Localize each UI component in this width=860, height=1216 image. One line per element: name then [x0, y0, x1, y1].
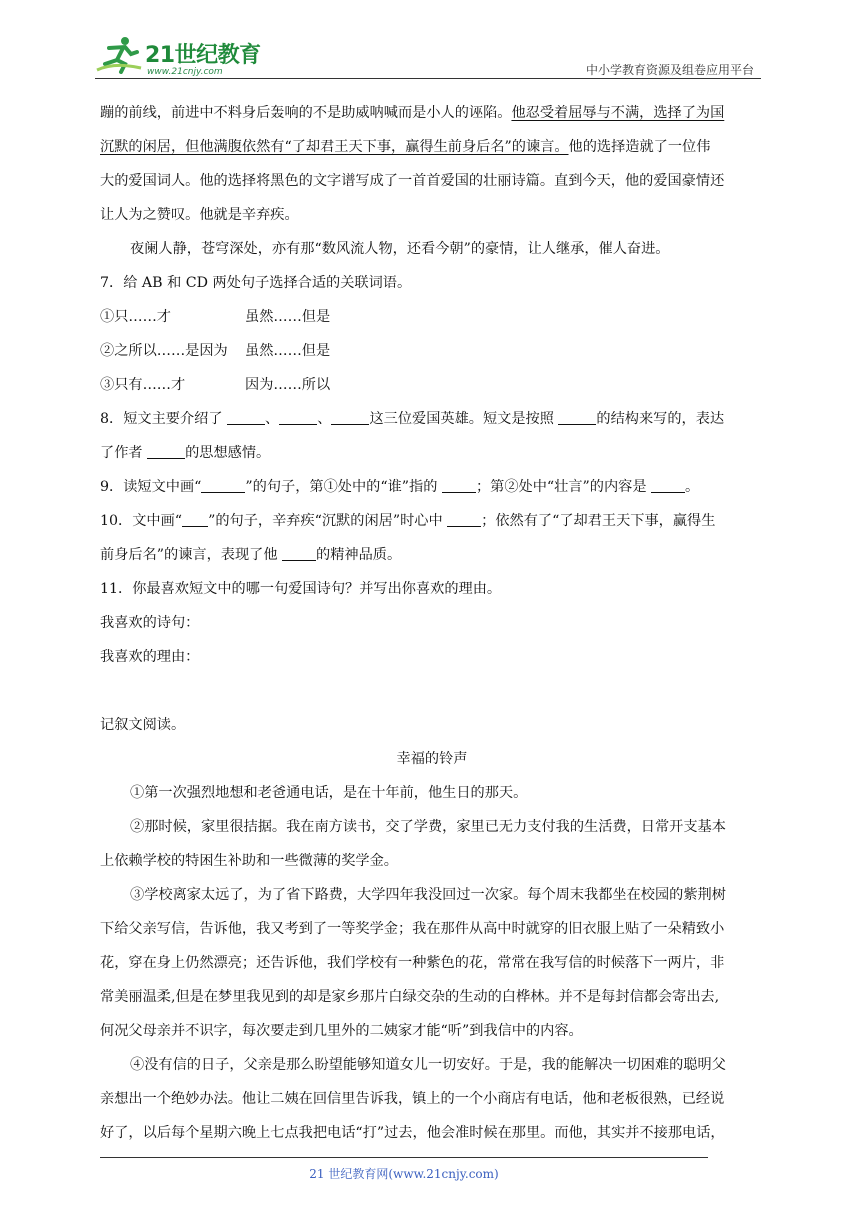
q10-text: ”的句子，辛弃疾“沉默的闲居”时心中 — [208, 513, 448, 529]
q8-text: 这三位爱国英雄。短文是按照 — [369, 411, 559, 427]
q8-text: 8．短文主要介绍了 — [100, 411, 228, 427]
logo-url: www.21cnjy.com — [147, 67, 223, 77]
q11-poem-prompt: 我喜欢的诗句： — [100, 615, 200, 631]
answer-blank[interactable] — [147, 442, 185, 459]
answer-blank[interactable] — [282, 544, 316, 561]
footer-link[interactable]: 21 世纪教育网(www.21cnjy.com) — [309, 1167, 499, 1181]
passage-text: 他的选择造就了一位伟 — [568, 139, 711, 155]
passage-line-1 — [100, 96, 764, 130]
paragraph-1: ①第一次强烈地想和老爸通电话，是在十年前，他生日的那天。 — [130, 785, 528, 801]
q8-text: 了作者 — [100, 445, 148, 461]
q7-option-3 — [100, 368, 764, 402]
answer-blank[interactable] — [331, 408, 369, 425]
footer-divider — [100, 1157, 708, 1158]
q9-text: 9．读短文中画“ — [100, 479, 202, 495]
paragraph-3-line-5: 何况父母亲并不识字，每次要走到几里外的二姨家才能“听”到我信中的内容。 — [100, 1023, 583, 1039]
question-8-line-1 — [100, 402, 764, 436]
q10-text: ；依然有了“了却君王天下事，赢得生 — [481, 513, 716, 529]
q11-reason-prompt: 我喜欢的理由： — [100, 649, 200, 665]
q9-text: 。 — [685, 479, 700, 495]
section-intro: 记叙文阅读。 — [100, 717, 186, 733]
option-left: ③只有……才 — [100, 377, 186, 393]
q9-text: ；第②处中“壮言”的内容是 — [475, 479, 652, 495]
answer-blank[interactable] — [201, 476, 245, 493]
document-body — [100, 96, 764, 1150]
option-left: ②之所以……是因为 — [100, 343, 228, 359]
passage-line-2 — [100, 130, 764, 164]
option-right: 因为……所以 — [245, 377, 331, 393]
paragraph-3-line-3: 花，穿在身上仍然漂亮；还告诉他，我们学校有一种紫色的花，常常在我写信的时候落下一两片，非 — [100, 955, 725, 971]
answer-blank[interactable] — [279, 408, 317, 425]
option-right: 虽然……但是 — [245, 309, 331, 325]
paragraph-4-line-2: 亲想出一个绝妙办法。他让二姨在回信里告诉我，镇上的一个小商店有电话，他和老板很熟，已经说 — [100, 1091, 725, 1107]
runner-logo-icon — [95, 34, 143, 74]
header-divider — [95, 78, 761, 79]
page-header — [95, 28, 760, 78]
answer-blank[interactable] — [442, 476, 476, 493]
paragraph-3-line-2: 下给父亲写信，告诉他，我又考到了一等奖学金；我在那件从高中时就穿的旧衣服上贴了一朵精致小 — [100, 921, 725, 937]
article-title: 幸福的铃声 — [396, 751, 468, 767]
q7-option-2 — [100, 334, 764, 368]
passage-line-4: 让人为之赞叹。他就是辛弃疾。 — [100, 207, 299, 223]
question-7: 7．给 AB 和 CD 两处句子选择合适的关联词语。 — [100, 275, 412, 291]
q9-text: ”的句子，第①处中的“谁”指的 — [245, 479, 442, 495]
spacer — [100, 674, 764, 708]
answer-blank[interactable] — [182, 510, 208, 527]
question-11: 11．你最喜欢短文中的哪一句爱国诗句？并写出你喜欢的理由。 — [100, 581, 502, 597]
paragraph-4-line-1: ④没有信的日子，父亲是那么盼望能够知道女儿一切安好。于是，我的能解决一切困难的聪明父 — [130, 1057, 726, 1073]
paragraph-4-line-3: 好了，以后每个星期六晚上七点我把电话“打”过去，他会准时候在那里。而他，其实并不接那电话， — [100, 1125, 725, 1141]
q10-text: 前身后名”的谏言，表现了他 — [100, 547, 283, 563]
logo-title: 21世纪教育 — [145, 43, 261, 68]
question-8-line-2 — [100, 436, 764, 470]
passage-line-5: 夜阑人静，苍穹深处，亦有那“数风流人物，还看今朝”的豪情，让人继承，催人奋进。 — [130, 241, 670, 257]
paragraph-2-line-1: ②那时候，家里很拮据。我在南方读书，交了学费，家里已无力支付我的生活费，日常开支基本 — [130, 819, 726, 835]
answer-blank[interactable] — [558, 408, 596, 425]
paragraph-3-line-4: 常美丽温柔,但是在梦里我见到的却是家乡那片白绿交杂的生动的白桦林。并不是每封信都会寄出去, — [100, 989, 720, 1005]
underlined-sentence: 他忍受着屈辱与不满，选择了为国 — [511, 105, 725, 121]
site-logo[interactable] — [95, 34, 261, 77]
q7-option-1 — [100, 300, 764, 334]
option-right: 虽然……但是 — [245, 343, 331, 359]
question-10-line-2 — [100, 538, 764, 572]
answer-blank[interactable] — [447, 510, 481, 527]
underlined-sentence: 沉默的闲居，但他满腹依然有“了却君王天下事，赢得生前身后名”的谏言。 — [100, 139, 569, 155]
q8-sep: 、 — [265, 411, 280, 427]
answer-blank[interactable] — [651, 476, 685, 493]
paragraph-3-line-1: ③学校离家太远了，为了省下路费，大学四年我没回过一次家。每个周末我都坐在校园的紫荆树 — [130, 887, 726, 903]
passage-text: 蹦的前线，前进中不料身后轰响的不是助威呐喊而是小人的诬陷。 — [100, 105, 512, 121]
q10-text: 10．文中画“ — [100, 513, 183, 529]
platform-name: 中小学教育资源及组卷应用平台 — [585, 63, 754, 77]
question-10-line-1 — [100, 504, 764, 538]
option-left: ①只……才 — [100, 309, 171, 325]
q8-sep: 、 — [317, 411, 332, 427]
q10-text: 的精神品质。 — [316, 547, 402, 563]
question-9 — [100, 470, 764, 504]
q8-text: 的结构来写的，表达 — [596, 411, 725, 427]
paragraph-2-line-2: 上依赖学校的特困生补助和一些微薄的奖学金。 — [100, 853, 398, 869]
answer-blank[interactable] — [227, 408, 265, 425]
passage-line-3: 大的爱国词人。他的选择将黑色的文字谱写成了一首首爱国的壮丽诗篇。直到今天，他的爱国豪情还 — [100, 173, 725, 189]
q8-text: 的思想感情。 — [185, 445, 271, 461]
